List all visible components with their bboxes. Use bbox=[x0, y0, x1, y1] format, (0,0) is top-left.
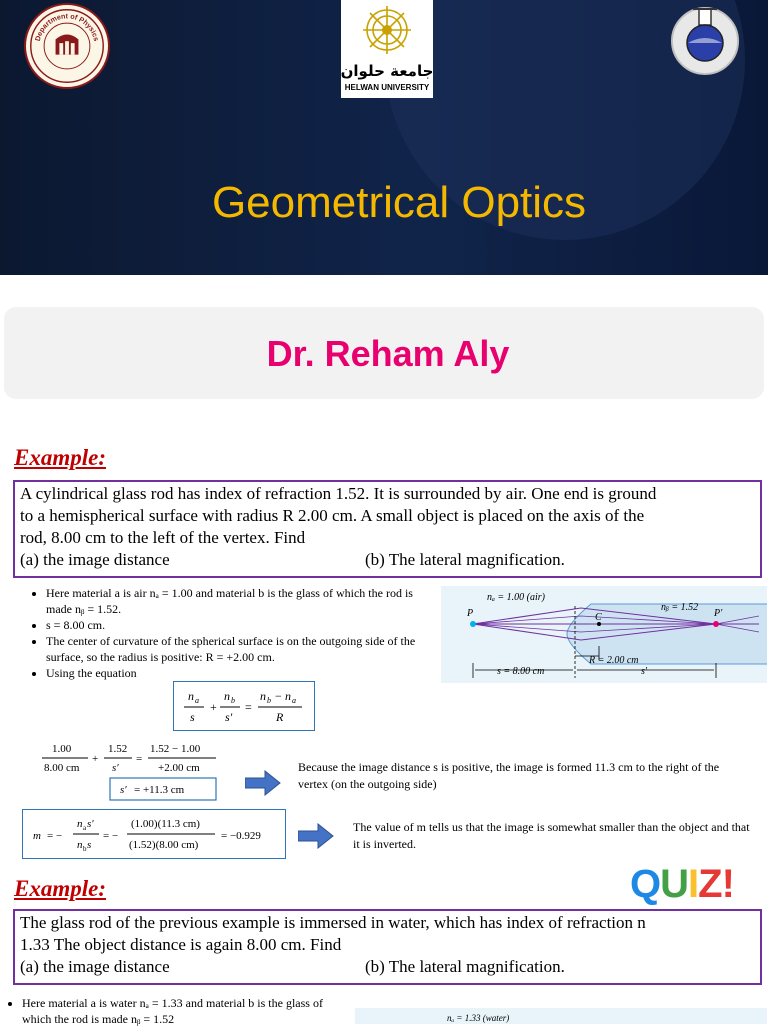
label-na: nₐ = 1.00 (air) bbox=[487, 592, 546, 603]
svg-text:=: = bbox=[136, 753, 143, 765]
example2-heading: Example: bbox=[14, 876, 106, 901]
svg-text:n: n bbox=[260, 689, 266, 703]
magnification-equation bbox=[22, 809, 286, 859]
svg-text:(1.52)(8.00 cm): (1.52)(8.00 cm) bbox=[129, 839, 199, 851]
svg-text:n: n bbox=[224, 689, 230, 703]
svg-text:b: b bbox=[83, 845, 87, 853]
svg-text:n: n bbox=[188, 689, 194, 703]
svg-text:=: = bbox=[245, 700, 252, 714]
part-a: (a) the image distance bbox=[20, 957, 170, 976]
solution-s-prime bbox=[40, 738, 260, 802]
bullet-item: • Using the equation bbox=[46, 665, 435, 681]
flask-logo bbox=[666, 3, 744, 75]
svg-text:b: b bbox=[231, 696, 235, 705]
svg-text:1.52: 1.52 bbox=[108, 743, 128, 755]
svg-text:(1.00)(11.3 cm): (1.00)(11.3 cm) bbox=[131, 818, 200, 830]
problem-line: 1.33 The object distance is again 8.00 cm. Find bbox=[20, 935, 342, 954]
note-magnification: The value of m tells us that the image is somewhat smaller than the object and that it is inverted. bbox=[353, 820, 750, 851]
part-b: (b) The lateral magnification. bbox=[365, 957, 565, 976]
svg-text:+2.00 cm: +2.00 cm bbox=[158, 762, 200, 774]
helwan-university-logo bbox=[341, 0, 433, 98]
note-image-distance: Because the image distance s is positive, the image is formed 11.3 cm to the right of the vertex (on the outgoing side) bbox=[298, 760, 720, 791]
refraction-diagram bbox=[441, 586, 767, 683]
svg-text:s′: s′ bbox=[87, 818, 94, 830]
problem-line: rod, 8.00 cm to the left of the vertex. Find bbox=[20, 528, 306, 547]
arrow-right-icon bbox=[245, 770, 281, 796]
label-p: P bbox=[467, 608, 474, 619]
svg-text:جامعة حلوان: جامعة حلوان bbox=[341, 62, 433, 80]
example2-problem-box bbox=[13, 909, 762, 985]
example1-heading: Example: bbox=[14, 445, 106, 470]
bullet-item: • Here material a is water nₐ = 1.33 and material b is the glass of which the rod is made nᵦ = 1.52 bbox=[22, 995, 336, 1027]
svg-text:n: n bbox=[285, 689, 291, 703]
title-banner bbox=[0, 0, 768, 275]
label-nb: nᵦ = 1.52 bbox=[661, 602, 699, 613]
water-refraction-diagram bbox=[355, 1008, 767, 1024]
svg-text:n: n bbox=[77, 818, 83, 830]
svg-text:b: b bbox=[267, 696, 271, 705]
svg-text:a: a bbox=[292, 696, 296, 705]
svg-text:8.00 cm: 8.00 cm bbox=[44, 762, 80, 774]
svg-text:s: s bbox=[190, 710, 195, 724]
example1-bullets bbox=[30, 585, 435, 681]
svg-text:s′: s′ bbox=[225, 710, 233, 724]
label-na-water: nₐ = 1.33 (water) bbox=[447, 1013, 510, 1023]
label-radius: R = 2.00 cm bbox=[589, 655, 639, 666]
problem-line: to a hemispherical surface with radius R 2.00 cm. A small object is placed on the axis of the bbox=[20, 506, 645, 525]
svg-text:+: + bbox=[92, 753, 99, 765]
svg-text:+: + bbox=[210, 700, 217, 714]
label-c: C bbox=[595, 612, 602, 623]
svg-text:−: − bbox=[275, 689, 282, 703]
presentation-title: Geometrical Optics bbox=[211, 178, 587, 227]
svg-text:R: R bbox=[276, 710, 284, 724]
part-a: (a) the image distance bbox=[20, 550, 170, 569]
svg-text:m: m bbox=[33, 830, 41, 842]
svg-text:= −: = − bbox=[103, 830, 119, 842]
quiz-badge: QUIZ! bbox=[630, 862, 734, 906]
example1-problem-box bbox=[13, 480, 762, 578]
svg-text:1.52 − 1.00: 1.52 − 1.00 bbox=[150, 743, 201, 755]
problem-line: A cylindrical glass rod has index of refraction 1.52. It is surrounded by air. One end is ground bbox=[20, 484, 657, 503]
svg-text:a: a bbox=[83, 824, 87, 832]
label-s-prime: s′ bbox=[641, 666, 648, 677]
problem-line: The glass rod of the previous example is immersed in water, which has index of refraction n bbox=[20, 913, 646, 932]
arrow-right-icon bbox=[298, 823, 334, 849]
svg-text:Department of Physics: Department of Physics bbox=[33, 12, 101, 42]
bullet-item: • The center of curvature of the spherical surface is on the outgoing side of the surface, so the radius is positive: R = +2.00 cm. bbox=[46, 633, 435, 665]
bullet-item: • s = 8.00 cm. bbox=[46, 617, 435, 633]
author-panel bbox=[4, 307, 764, 399]
physics-department-logo bbox=[24, 3, 110, 89]
svg-text:1.00: 1.00 bbox=[52, 743, 72, 755]
svg-text:n: n bbox=[77, 839, 83, 851]
svg-text:s′: s′ bbox=[120, 784, 127, 796]
author-name: Dr. Reham Aly bbox=[266, 333, 510, 374]
part-b: (b) The lateral magnification. bbox=[365, 550, 565, 569]
refraction-equation bbox=[173, 681, 315, 731]
university-name: HELWAN UNIVERSITY bbox=[344, 83, 430, 92]
svg-text:= −: = − bbox=[47, 830, 63, 842]
svg-text:= −0.929: = −0.929 bbox=[221, 830, 261, 842]
label-p-prime: P′ bbox=[714, 608, 723, 619]
bullet-item: • Here material a is air nₐ = 1.00 and material b is the glass of which the rod is made nᵦ = 1.52. bbox=[46, 585, 435, 617]
svg-text:a: a bbox=[195, 696, 199, 705]
svg-text:= +11.3 cm: = +11.3 cm bbox=[134, 784, 185, 796]
problem-parts bbox=[20, 956, 755, 978]
svg-text:s′: s′ bbox=[112, 762, 119, 774]
svg-text:s: s bbox=[87, 839, 92, 851]
label-s: s = 8.00 cm bbox=[497, 666, 545, 677]
problem-parts bbox=[20, 549, 755, 571]
example2-bullets bbox=[6, 995, 336, 1027]
